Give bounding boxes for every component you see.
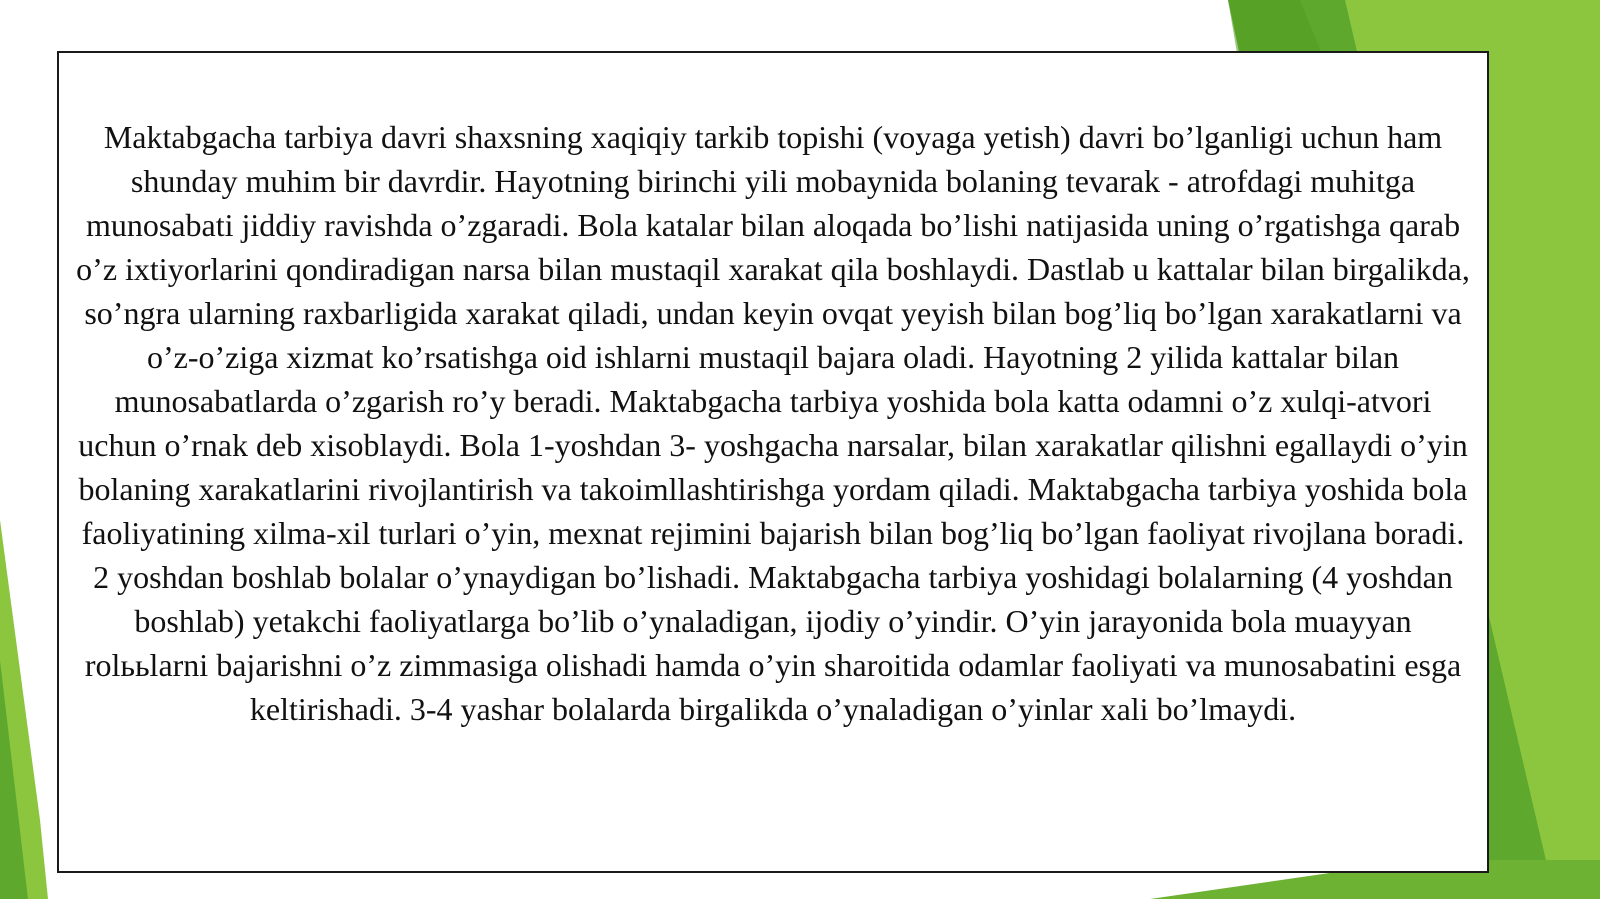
body-paragraph: Maktabgacha tarbiya davri shaxsning xaqiqiy tarkib topishi (voyaga yetish) davri bo’lganligi uchun ham shunday muhim bir davrdir. Hayotning birinchi yili mobaynida bolaning tevarak - atrofdagi muhitga munosabati jiddiy ravishda o’zgaradi. Bola katalar bilan aloqada bo’lishi natijasida uning o’rgatishga qarab o’z ixtiyorlarini qondiradigan narsa bilan mustaqil xarakat qila boshlaydi. Dastlab u kattalar bilan birgalikda, so’ngra ularning raxbarligida xarakat qiladi, undan keyin ovqat yeyish bilan bog’liq bo’lgan xarakatlarni va o’z-o’ziga xizmat ko’rsatishga oid ishlarni mustaqil bajara oladi. Hayotning 2 yilida kattalar bilan munosabatlarda o’zgarish ro’y beradi. Maktabgacha tarbiya yoshida bola katta odamni o’z xulqi-atvori uchun o’rnak deb xisoblaydi. Bola 1-yoshdan 3- yoshgacha narsalar, bilan xarakatlar qilishni egallaydi o’yin bolaning xarakatlarini rivojlantirish va takoimllashtirishga yordam qiladi. Maktabgacha tarbiya yoshida bola faoliyatining xilma-xil turlari o’yin, mexnat rejimini bajarish bilan bog’liq bo’lgan faoliyat rivojlana boradi. 2 yoshdan boshlab bolalar o’ynaydigan bo’lishadi. Maktabgacha tarbiya yoshidagi bolalarning (4 yoshdan boshlab) yetakchi faoliyatlarga bo’lib o’ynaladigan, ijodiy o’yindir. O’yin jarayonida bola muayyan rolььlarni bajarishni o’z zimmasiga olishadi hamda o’yin sharoitida odamlar faoliyati va munosabatini esga keltirishadi. 3-4 yashar bolalarda birgalikda o’ynaladigan o’yinlar xali bo’lmaydi.	[76, 119, 1470, 727]
text-frame	[57, 51, 1489, 873]
